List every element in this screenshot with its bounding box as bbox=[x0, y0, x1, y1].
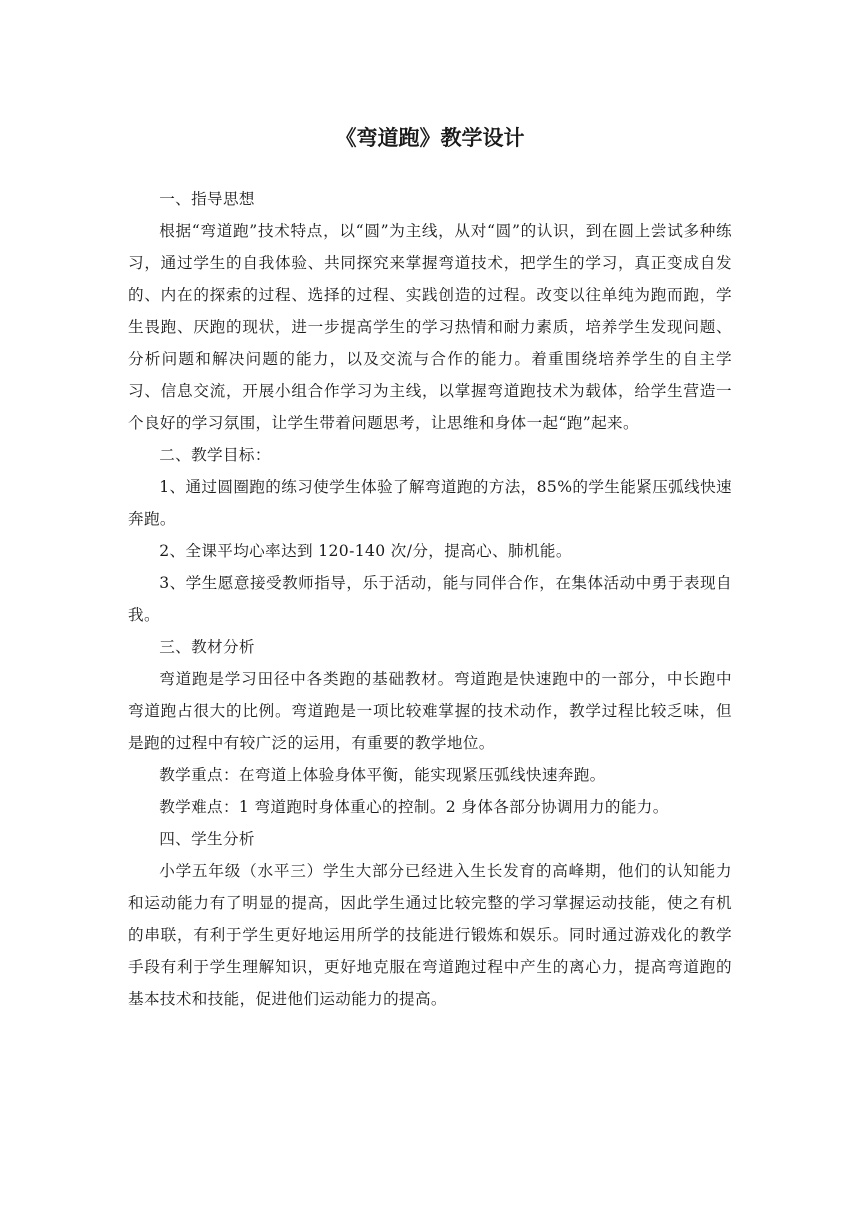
objective-item-3: 3、学生愿意接受教师指导，乐于活动，能与同伴合作，在集体活动中勇于表现自我。 bbox=[128, 574, 732, 624]
students-paragraph: 小学五年级（水平三）学生大部分已经进入生长发育的高峰期，他们的认知能力和运动能力有了明显的提高，因此学生通过比较完整的学习掌握运动技能，使之有机的串联，有利于学生更好地运用所学的技能进行锻炼和娱乐。同时通过游戏化的教学手段有利于学生理解知识，更好地克服在弯道跑过程中产生的离心力，提高弯道跑的基本技术和技能，促进他们运动能力的提高。 bbox=[128, 862, 732, 1008]
teaching-key-point: 教学重点：在弯道上体验身体平衡，能实现紧压弧线快速奔跑。 bbox=[159, 766, 606, 784]
objective-item-1: 1、通过圆圈跑的练习使学生体验了解弯道跑的方法，85%的学生能紧压弧线快速奔跑。 bbox=[128, 478, 732, 528]
section-heading-material: 三、教材分析 bbox=[159, 638, 255, 656]
material-paragraph: 弯道跑是学习田径中各类跑的基础教材。弯道跑是快速跑中的一部分，中长跑中弯道跑占很大的比例。弯道跑是一项比较难掌握的技术动作，教学过程比较乏味，但是跑的过程中有较广泛的运用，有重要的教学地位。 bbox=[128, 670, 732, 752]
document-title: 《弯道跑》教学设计 bbox=[335, 125, 525, 150]
document-body bbox=[128, 118, 732, 1015]
section-heading-students: 四、学生分析 bbox=[159, 830, 255, 848]
section-heading-guiding: 一、指导思想 bbox=[159, 190, 255, 208]
objective-item-2: 2、全课平均心率达到 120-140 次/分，提高心、肺机能。 bbox=[159, 542, 572, 560]
section-heading-objectives: 二、教学目标： bbox=[159, 446, 271, 464]
teaching-difficulty: 教学难点：1 弯道跑时身体重心的控制。2 身体各部分协调用力的能力。 bbox=[159, 798, 669, 816]
guiding-paragraph: 根据“弯道跑”技术特点，以“圆”为主线，从对“圆”的认识，到在圆上尝试多种练习，通过学生的自我体验、共同探究来掌握弯道技术，把学生的学习，真正变成自发的、内在的探索的过程、选择的过程、实践创造的过程。改变以往单纯为跑而跑，学生畏跑、厌跑的现状，进一步提高学生的学习热情和耐力素质，培养学生发现问题、分析问题和解决问题的能力，以及交流与合作的能力。着重围绕培养学生的自主学习、信息交流，开展小组合作学习为主线，以掌握弯道跑技术为载体，给学生营造一个良好的学习氛围，让学生带着问题思考，让思维和身体一起“跑”起来。 bbox=[128, 222, 732, 432]
